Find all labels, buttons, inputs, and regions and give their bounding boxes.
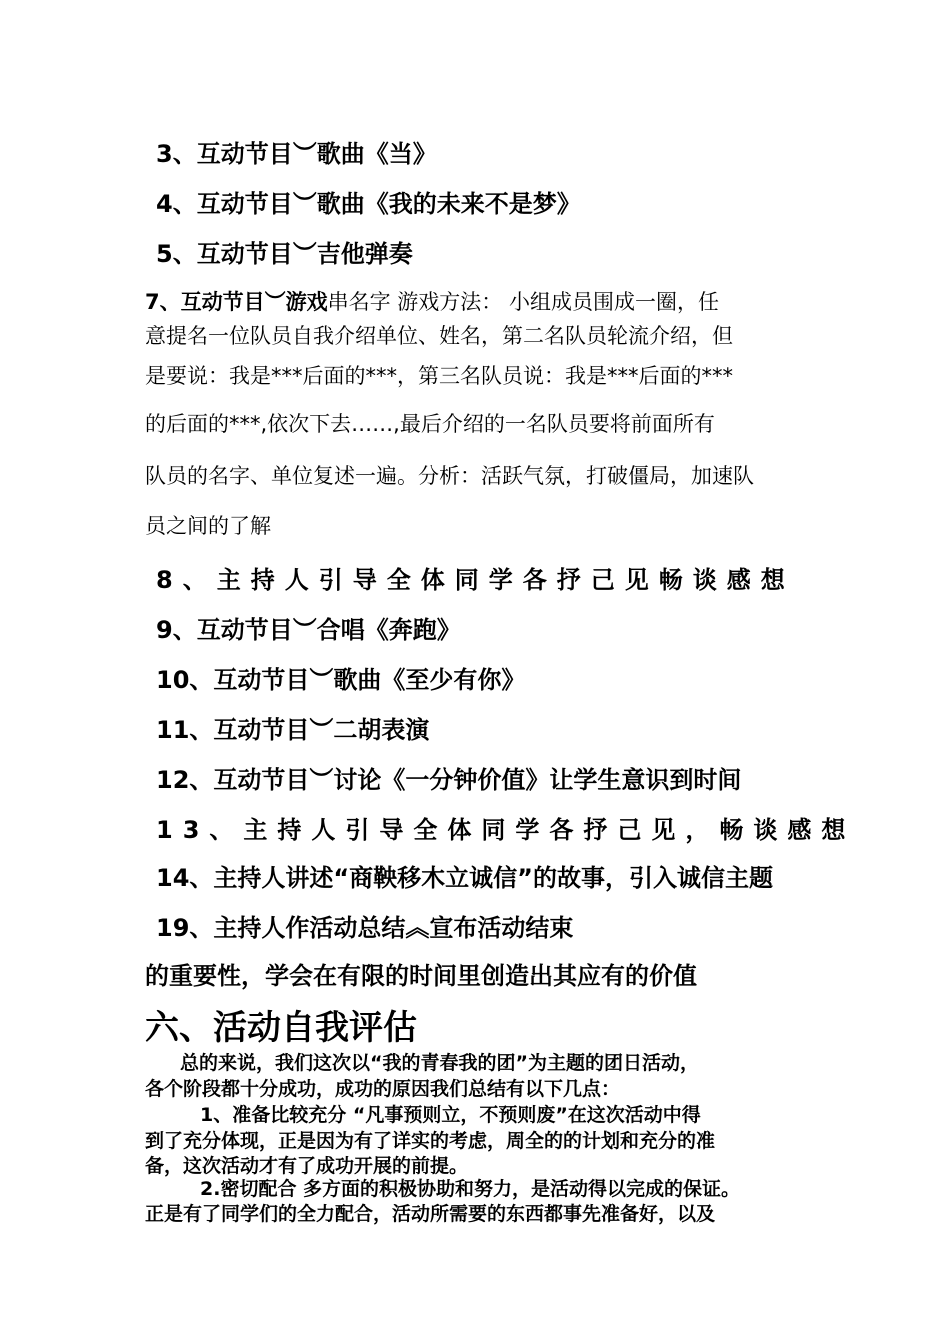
game-line-1 [145, 286, 719, 316]
program-item-19: 19、主持人作活动总结︽宣布活动结束 [156, 914, 574, 942]
program-item-14: 14、主持人讲述“商鞅移木立诚信”的故事，引入诚信主题 [156, 864, 773, 892]
game-line-1-text: 串名字 游戏方法： 小组成员围成一圈，任 [327, 290, 719, 314]
game-line-6: 员之间的了解 [145, 514, 271, 538]
evaluation-line-1: 总的来说，我们这次以“我的青春我的团”为主题的团日活动， [180, 1052, 699, 1074]
game-title: 7、互动节目︶游戏 [145, 290, 328, 314]
game-line-5: 队员的名字、单位复述一遍。分析：活跃气氛，打破僵局，加速队 [145, 464, 754, 488]
evaluation-line-6: 2.密切配合 多方面的积极协助和努力，是活动得以完成的保证。 [200, 1178, 741, 1200]
section-heading: 六、活动自我评估 [145, 1008, 417, 1048]
program-item-5: 5、互动节目︶吉他弹奏 [156, 240, 413, 268]
program-item-9: 9、互动节目︶合唱《奔跑》 [156, 616, 461, 644]
program-item-10: 10、互动节目︶歌曲《至少有你》 [156, 666, 526, 694]
program-item-11: 11、互动节目︶二胡表演 [156, 716, 430, 744]
game-line-3: 是要说：我是***后面的***，第三名队员说：我是***后面的*** [145, 364, 733, 388]
evaluation-line-2: 各个阶段都十分成功，成功的原因我们总结有以下几点： [145, 1078, 621, 1100]
evaluation-line-4: 到了充分体现，正是因为有了详实的考虑，周全的的计划和充分的准 [145, 1130, 716, 1152]
program-item-8: 8、主持人引导全体同学各抒己见畅谈感想 [156, 566, 795, 594]
evaluation-line-3: 1、准备比较充分 “凡事预则立，不预则废”在这次活动中得 [200, 1104, 701, 1126]
program-item-4: 4、互动节目︶歌曲《我的未来不是梦》 [156, 190, 581, 218]
continuation-line: 的重要性，学会在有限的时间里创造出其应有的价值 [145, 962, 697, 990]
program-item-13: 13、主持人引导全体同学各抒己见，畅谈感想 [156, 816, 856, 844]
program-item-12: 12、互动节目︶讨论《一分钟价值》让学生意识到时间 [156, 766, 742, 794]
game-line-4: 的后面的***,依次下去……,最后介绍的一名队员要将前面所有 [145, 412, 715, 436]
evaluation-line-5: 备，这次活动才有了成功开展的前提。 [145, 1155, 469, 1177]
evaluation-line-7: 正是有了同学们的全力配合，活动所需要的东西都事先准备好，以及 [145, 1203, 716, 1225]
program-item-3: 3、互动节目︶歌曲《当》 [156, 140, 437, 168]
game-line-2: 意提名一位队员自我介绍单位、姓名，第二名队员轮流介绍，但 [145, 324, 733, 348]
